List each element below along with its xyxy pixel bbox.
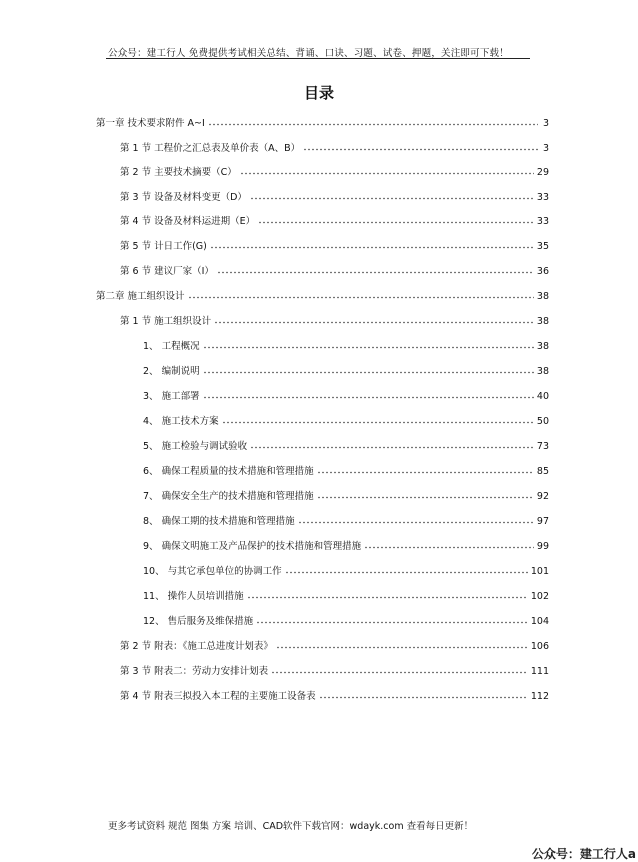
toc-entry-label: 3、 施工部署 [143, 391, 200, 402]
toc-page-number: 112 [530, 691, 549, 702]
toc-page-number: 38 [536, 366, 549, 377]
toc-leader-dots [203, 396, 534, 399]
toc-entry-label: 第 5 节 计日工作(G) [120, 241, 207, 252]
toc-page-number: 35 [536, 241, 549, 252]
toc-leader-dots [214, 321, 534, 324]
toc-item-4[interactable] [0, 413, 638, 427]
toc-section-1-4[interactable] [0, 213, 638, 227]
toc-page-number: 3 [542, 118, 549, 129]
toc-leader-dots [317, 471, 534, 474]
toc-leader-dots [276, 646, 528, 649]
toc-entry-label: 11、 操作人员培训措施 [143, 591, 244, 602]
toc-section-1-1[interactable] [0, 140, 638, 154]
toc-section-2-2[interactable] [0, 638, 638, 652]
toc-leader-dots [250, 197, 534, 200]
toc-item-7[interactable] [0, 488, 638, 502]
toc-page-number: 73 [536, 441, 549, 452]
toc-entry-label: 2、 编制说明 [143, 366, 200, 377]
toc-section-1-6[interactable] [0, 263, 638, 277]
toc-page-number: 50 [536, 416, 549, 427]
toc-entry-label: 第 2 节 主要技术摘要（C） [120, 167, 237, 178]
toc-leader-dots [303, 148, 538, 151]
toc-entry-label: 第一章 技术要求附件 A~I [96, 118, 205, 129]
toc-entry-label: 第 3 节 设备及材料变更（D） [120, 192, 247, 203]
toc-leader-dots [208, 123, 538, 126]
toc-leader-dots [258, 221, 534, 224]
toc-title: 目录 [303, 84, 334, 102]
toc-leader-dots [271, 671, 528, 674]
toc-entry-label: 第 4 节 设备及材料运进期（E） [120, 216, 256, 227]
toc-page-number: 38 [536, 341, 549, 352]
toc-page-number: 29 [536, 167, 549, 178]
toc-entry-label: 第 3 节 附表二：劳动力安排计划表 [120, 666, 269, 677]
toc-leader-dots [222, 421, 534, 424]
toc-leader-dots [285, 571, 528, 574]
toc-entry-label: 第 1 节 工程价之汇总表及单价表（A、B） [120, 143, 301, 154]
toc-entry-label: 7、 确保安全生产的技术措施和管理措施 [143, 491, 314, 502]
toc-entry-label: 12、 售后服务及维保措施 [143, 616, 254, 627]
toc-page-number: 99 [536, 541, 549, 552]
header-rule [106, 58, 530, 59]
toc-leader-dots [188, 296, 534, 299]
toc-leader-dots [217, 271, 534, 274]
footer-note: 更多考试资料 规范 图集 方案 培训、CAD软件下载官网：wdayk.com 查看每日更新！ [108, 821, 474, 832]
toc-page-number: 102 [530, 591, 549, 602]
header-note: 公众号：建工行人 免费提供考试相关总结、背诵、口诀、习题、试卷、押题，关注即可下载！ [108, 48, 509, 59]
toc-leader-dots [298, 521, 534, 524]
toc-page-number: 40 [536, 391, 549, 402]
toc-leader-dots [203, 346, 534, 349]
toc-page-number: 111 [530, 666, 549, 677]
toc-chapter-1[interactable] [0, 115, 638, 129]
toc-section-2-3[interactable] [0, 663, 638, 677]
toc-item-11[interactable] [0, 588, 638, 602]
toc-item-3[interactable] [0, 388, 638, 402]
toc-section-1-3[interactable] [0, 189, 638, 203]
toc-leader-dots [210, 246, 534, 249]
toc-item-9[interactable] [0, 538, 638, 552]
toc-item-12[interactable] [0, 613, 638, 627]
toc-page-number: 33 [536, 216, 549, 227]
toc-item-1[interactable] [0, 338, 638, 352]
toc-entry-label: 第二章 施工组织设计 [96, 291, 185, 302]
toc-section-2-1[interactable] [0, 313, 638, 327]
toc-item-5[interactable] [0, 438, 638, 452]
toc-entry-label: 10、 与其它承包单位的协调工作 [143, 566, 282, 577]
toc-page-number: 85 [536, 466, 549, 477]
toc-page-number: 92 [536, 491, 549, 502]
toc-item-2[interactable] [0, 363, 638, 377]
toc-item-8[interactable] [0, 513, 638, 527]
toc-entry-label: 第 2 节 附表：《施工总进度计划表》 [120, 641, 273, 652]
toc-page-number: 106 [530, 641, 549, 652]
toc-page-number: 33 [536, 192, 549, 203]
toc-item-10[interactable] [0, 563, 638, 577]
toc-entry-label: 8、 确保工期的技术措施和管理措施 [143, 516, 295, 527]
toc-leader-dots [240, 172, 534, 175]
toc-leader-dots [364, 546, 534, 549]
toc-chapter-2[interactable] [0, 288, 638, 302]
toc-page-number: 104 [530, 616, 549, 627]
toc-leader-dots [317, 496, 534, 499]
watermark: 公众号：建工行人a [531, 847, 636, 861]
toc-page-number: 3 [542, 143, 549, 154]
toc-entry-label: 4、 施工技术方案 [143, 416, 219, 427]
toc-leader-dots [319, 696, 528, 699]
toc-entry-label: 第 6 节 建议厂家（I） [120, 266, 214, 277]
toc-leader-dots [250, 446, 534, 449]
toc-entry-label: 第 4 节 附表三拟投入本工程的主要施工设备表 [120, 691, 316, 702]
toc-leader-dots [256, 621, 528, 624]
toc-entry-label: 6、 确保工程质量的技术措施和管理措施 [143, 466, 314, 477]
toc-leader-dots [247, 596, 528, 599]
toc-page-number: 101 [530, 566, 549, 577]
toc-section-1-5[interactable] [0, 238, 638, 252]
toc-item-6[interactable] [0, 463, 638, 477]
toc-page-number: 38 [536, 291, 549, 302]
toc-entry-label: 第 1 节 施工组织设计 [120, 316, 212, 327]
toc-page-number: 36 [536, 266, 549, 277]
toc-page-number: 97 [536, 516, 549, 527]
toc-entry-label: 5、 施工检验与调试验收 [143, 441, 248, 452]
toc-leader-dots [203, 371, 534, 374]
toc-entry-label: 9、 确保文明施工及产品保护的技术措施和管理措施 [143, 541, 362, 552]
toc-entry-label: 1、 工程概况 [143, 341, 200, 352]
toc-section-2-4[interactable] [0, 688, 638, 702]
toc-page-number: 38 [536, 316, 549, 327]
toc-section-1-2[interactable] [0, 164, 638, 178]
